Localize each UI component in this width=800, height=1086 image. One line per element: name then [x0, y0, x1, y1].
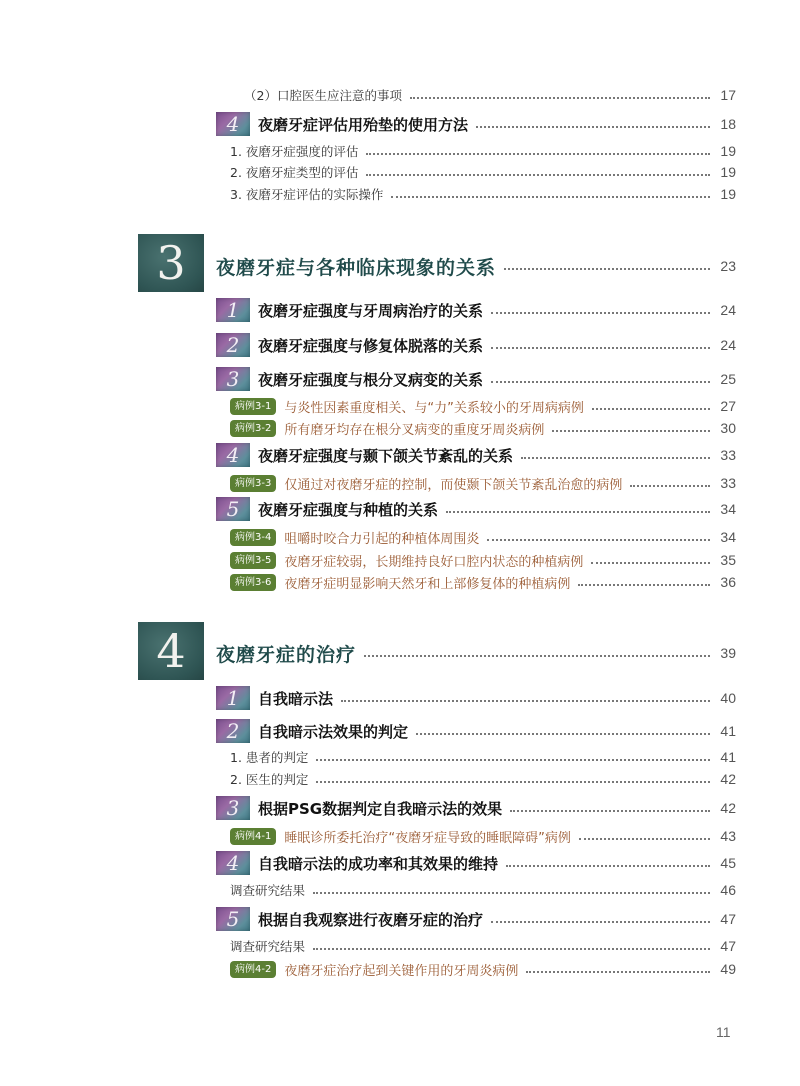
chapter-title: 夜磨牙症的治疗 — [216, 643, 357, 666]
toc-section-entry[interactable] — [0, 444, 736, 466]
toc-page: 43 — [720, 828, 736, 844]
toc-label: 夜磨牙症治疗起到关键作用的牙周炎病例 — [284, 963, 519, 979]
toc-label: （2）口腔医生应注意的事项 — [244, 88, 402, 103]
toc-section-entry[interactable] — [0, 498, 736, 520]
dot-leader — [552, 430, 710, 432]
chapter-title-entry[interactable] — [0, 640, 736, 666]
toc-entry[interactable] — [0, 183, 736, 205]
dot-leader — [410, 97, 710, 99]
section-number-badge: 4 — [216, 443, 250, 467]
toc-entry[interactable] — [0, 935, 736, 957]
dot-leader — [491, 312, 710, 314]
toc-page: 34 — [720, 501, 736, 517]
toc-label: 夜磨牙症强度与颞下颌关节紊乱的关系 — [258, 446, 514, 465]
toc-page: 25 — [720, 371, 736, 387]
dot-leader — [313, 948, 710, 950]
case-tag: 病例4-1 — [230, 828, 276, 845]
section-number-badge: 4 — [216, 112, 250, 136]
toc-page: 27 — [720, 398, 736, 414]
toc-label: 夜磨牙症强度与牙周病治疗的关系 — [258, 301, 484, 320]
toc-entry[interactable] — [0, 746, 736, 768]
toc-page: 45 — [720, 855, 736, 871]
toc-case-entry[interactable] — [0, 395, 736, 417]
chapter-number: 4 — [156, 624, 186, 678]
section-number-badge: 5 — [216, 497, 250, 521]
toc-page: 19 — [720, 164, 736, 180]
toc-label: 睡眠诊所委托治疗“夜磨牙症导致的睡眠障碍”病例 — [284, 830, 571, 846]
dot-leader — [341, 700, 710, 702]
toc-label: 自我暗示法效果的判定 — [258, 722, 409, 741]
toc-entry[interactable] — [0, 879, 736, 901]
toc-entry[interactable] — [0, 161, 736, 183]
toc-page: 47 — [720, 911, 736, 927]
dot-leader — [366, 153, 710, 155]
toc-label: 夜磨牙症强度与修复体脱落的关系 — [258, 336, 484, 355]
case-tag: 病例3-2 — [230, 420, 276, 437]
toc-case-entry[interactable] — [0, 958, 736, 980]
toc-label: 与炎性因素重度相关、与“力”关系较小的牙周病病例 — [284, 400, 584, 416]
toc-label: 1. 患者的判定 — [230, 750, 309, 765]
toc-page: 41 — [720, 723, 736, 739]
page-number: 11 — [716, 1024, 731, 1040]
toc-page: 17 — [720, 87, 736, 103]
toc-case-entry[interactable] — [0, 472, 736, 494]
section-number-badge: 2 — [216, 719, 250, 743]
toc-entry[interactable] — [0, 140, 736, 162]
toc-section-entry[interactable] — [0, 113, 736, 135]
toc-page: 42 — [720, 800, 736, 816]
case-tag: 病例3-4 — [230, 529, 276, 546]
dot-leader — [491, 381, 710, 383]
dot-leader — [446, 511, 710, 513]
section-number-badge: 4 — [216, 851, 250, 875]
toc-page: 42 — [720, 771, 736, 787]
toc-page: 40 — [720, 690, 736, 706]
toc-page: 18 — [720, 116, 736, 132]
toc-label: 3. 夜磨牙症评估的实际操作 — [230, 187, 384, 202]
toc-page: 49 — [720, 961, 736, 977]
toc-label: 根据自我观察进行夜磨牙症的治疗 — [258, 910, 484, 929]
toc-section-entry[interactable] — [0, 299, 736, 321]
toc-label: 1. 夜磨牙症强度的评估 — [230, 144, 359, 159]
toc-page: 41 — [720, 749, 736, 765]
dot-leader — [476, 126, 710, 128]
dot-leader — [313, 892, 710, 894]
case-tag: 病例3-3 — [230, 475, 276, 492]
dot-leader — [491, 347, 710, 349]
toc-case-entry[interactable] — [0, 825, 736, 847]
toc-page: 47 — [720, 938, 736, 954]
dot-leader — [630, 485, 710, 487]
toc-label: 所有磨牙均存在根分叉病变的重度牙周炎病例 — [284, 422, 545, 438]
chapter-title: 夜磨牙症与各种临床现象的关系 — [216, 256, 497, 279]
toc-label: 夜磨牙症强度与种植的关系 — [258, 500, 439, 519]
toc-page: 24 — [720, 302, 736, 318]
dot-leader — [591, 562, 710, 564]
toc-label: 夜磨牙症强度与根分叉病变的关系 — [258, 370, 484, 389]
section-number-badge: 5 — [216, 907, 250, 931]
toc-label: 夜磨牙症评估用殆垫的使用方法 — [258, 115, 469, 134]
toc-label: 自我暗示法的成功率和其效果的维持 — [258, 854, 499, 873]
case-tag: 病例4-2 — [230, 961, 276, 978]
toc-label: 自我暗示法 — [258, 689, 334, 708]
toc-label: 根据PSG数据判定自我暗示法的效果 — [258, 799, 503, 818]
section-number-badge: 3 — [216, 796, 250, 820]
section-number-badge: 2 — [216, 333, 250, 357]
toc-page: 34 — [720, 529, 736, 545]
case-tag: 病例3-1 — [230, 398, 276, 415]
toc-section-entry[interactable] — [0, 720, 736, 742]
section-number-badge: 3 — [216, 367, 250, 391]
toc-label: 夜磨牙症较弱，长期维持良好口腔内状态的种植病例 — [284, 554, 584, 570]
toc-label: 调查研究结果 — [230, 883, 306, 898]
toc-entry[interactable] — [0, 84, 736, 106]
section-number-badge: 1 — [216, 686, 250, 710]
toc-page: 36 — [720, 574, 736, 590]
toc-label: 咀嚼时咬合力引起的种植体周围炎 — [284, 531, 480, 547]
toc-label: 2. 夜磨牙症类型的评估 — [230, 165, 359, 180]
toc-label: 夜磨牙症明显影响天然牙和上部修复体的种植病例 — [284, 576, 571, 592]
chapter-title-entry[interactable] — [0, 253, 736, 279]
toc-case-entry[interactable] — [0, 549, 736, 571]
toc-page: 24 — [720, 337, 736, 353]
dot-leader — [526, 971, 710, 973]
section-number-badge: 1 — [216, 298, 250, 322]
toc-page: 46 — [720, 882, 736, 898]
toc-label: 仅通过对夜磨牙症的控制，而使颞下颌关节紊乱治愈的病例 — [284, 477, 623, 493]
dot-leader — [504, 268, 710, 270]
toc-section-entry[interactable] — [0, 908, 736, 930]
toc-page: 19 — [720, 143, 736, 159]
case-tag: 病例3-5 — [230, 552, 276, 569]
dot-leader — [578, 584, 710, 586]
dot-leader — [316, 781, 710, 783]
toc-case-entry[interactable] — [0, 526, 736, 548]
dot-leader — [391, 196, 710, 198]
dot-leader — [366, 174, 710, 176]
toc-section-entry[interactable] — [0, 797, 736, 819]
toc-label: 调查研究结果 — [230, 939, 306, 954]
dot-leader — [592, 408, 710, 410]
toc-section-entry[interactable] — [0, 687, 736, 709]
chapter-number: 3 — [156, 236, 186, 290]
toc-section-entry[interactable] — [0, 852, 736, 874]
dot-leader — [487, 539, 710, 541]
dot-leader — [579, 838, 710, 840]
case-tag: 病例3-6 — [230, 574, 276, 591]
toc-page: 30 — [720, 420, 736, 436]
dot-leader — [521, 457, 710, 459]
toc-page: 33 — [720, 447, 736, 463]
toc-section-entry[interactable] — [0, 334, 736, 356]
dot-leader — [364, 655, 710, 657]
toc-page: 35 — [720, 552, 736, 568]
toc-label: 2. 医生的判定 — [230, 772, 309, 787]
toc-case-entry[interactable] — [0, 417, 736, 439]
toc-case-entry[interactable] — [0, 571, 736, 593]
toc-page: 39 — [720, 645, 736, 661]
toc-page: 19 — [720, 186, 736, 202]
toc-page: 33 — [720, 475, 736, 491]
dot-leader — [510, 810, 710, 812]
dot-leader — [491, 921, 710, 923]
toc-page: 23 — [720, 258, 736, 274]
toc-entry[interactable] — [0, 768, 736, 790]
toc-section-entry[interactable] — [0, 368, 736, 390]
dot-leader — [416, 733, 710, 735]
dot-leader — [316, 759, 710, 761]
dot-leader — [506, 865, 710, 867]
